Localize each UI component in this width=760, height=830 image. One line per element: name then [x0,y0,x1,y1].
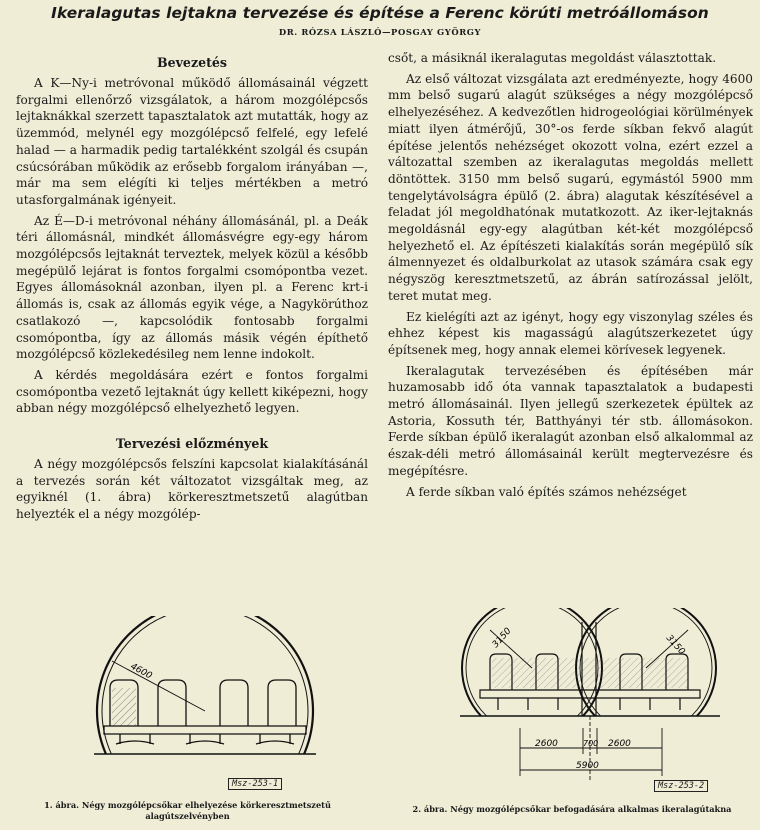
paragraph: Az É—D-i metróvonal néhány állomásánál, pl. a Deák téri állomásnál, mindkét állomásvégre egy-egy három mozgólépcsős lejtaknát terveztek, melyek közül a később megépülő lejárat is fontos forgalmi csomópontba vezet. Egyes állomásoknál azonban, ilyen pl. a Ferenc krt-i állomás is, csak az állomás egyik vége, a Nagykörúthoz csatlakozó —, kapcsolódik fontosabb forgalmi csomópontba, így az állomás másik végén építhető mozgólépcső közlekedésileg nem lenne indokolt. [16,213,368,362]
figure-2-drawing [440,608,740,798]
figure-2-dim-total: 5900 [576,761,599,771]
paragraph: A K—Ny-i metróvonal működő állomásainál végzett forgalmi ellenőrző vizsgálatok, a három mozgólépcsős lejtaknákkal szerzett tapasztalatok azt mutatták, hogy az üzemmód, melynél egy mozgólépcső felfelé, egy lefelé halad — a harmadik pedig tartalékként szolgál és csupán csúcsórában működik az erősebb forgalom irányában —, már ma sem elégíti ki teljes mértékben a metró utasforgalmának igényeit. [16,76,368,207]
figure-2-dim-mid: 700 [583,739,599,748]
figure-1 [60,616,350,796]
paragraph: Az első változat vizsgálata azt eredményezte, hogy 4600 mm belső sugarú alagút szükséges a négy mozgólépcső elhelyezéséhez. A kedvezőtlen hidrogeológiai körülmények miatt ilyen átmérőjű, 30°-os ferde síkban fekvő alagút építése jelentős nehézséget okozott volna, ezért ezzel a változattal szemben az ikeralagutas megoldás mellett döntöttek. 3150 mm belső sugarú, egymástól 5900 mm tengelytávolságra épülő (2. ábra) alagutak készítésével a feladat jól megoldhatónak mutatkozott. Az iker-lejtaknás megoldásnál egy-egy alagútban két-két mozgólépcső helyezhető el. Az építészeti kialakítás során megépülő sík álmennyezet és oldalburkolat az utasok számára csak egy négyszög keresztmetszetű, az ábrán satírozással jelölt, teret mutat meg. [388,71,753,303]
figure-2-caption: 2. ábra. Négy mozgólépcsőkar befogadására alkalmas ikeralagútakna [412,804,732,814]
figure-1-code: Msz-253-1 [228,778,282,790]
heading-prior: Tervezési előzmények [115,436,269,452]
figure-1-caption: 1. ábra. Négy mozgólépcsőkar elhelyezése körkeresztmetszetű alagútszelvényben [44,800,331,821]
figure-2-dim-left: 2600 [535,739,558,749]
paragraph: A kérdés megoldására ezért e fontos forgalmi csomópontba vezető lejtaknát úgy kellett kiképezni, hogy abban négy mozgólépcső elhelyezhető legyen. [16,367,368,416]
figure-2-code: Msz-253-2 [654,780,708,792]
figure-2-dim-right: 2600 [608,739,631,749]
paragraph: A négy mozgólépcsős felszíni kapcsolat kialakításánál a tervezés során két változatot vizsgáltak meg, az egyiknél (1. ábra) körkeresztmetszetű alagútban helyezték el a négy mozgólép- [16,457,368,522]
figure-2-radius-right: 3150 [663,633,687,658]
left-column [16,50,368,523]
paragraph: Ez kielégíti azt az igényt, hogy egy viszonylag széles és ehhez képest kis magasságú alagútszerkezetet úgy építsenek meg, hogy annak elemei körívesek legyenek. [388,309,753,357]
paragraph: Ikeralagutak tervezésében és építésében már huzamosabb idő óta vannak tapasztalatok a budapesti metró állomásainál. Ilyen jellegű szerkezetek épültek az Astoria, Kossuth tér, Batthyányi tér stb. állomásokon. Ferde síkban épülő ikeralagút azonban első alkalommal az észak-déli metró állomásainál került megtervezésre és megépítésre. [388,363,753,478]
escalators [104,680,306,744]
paragraph: A ferde síkban való építés számos nehézséget [406,484,687,499]
article-title: Ikeralagutas lejtakna tervezése és építése a Ferenc körúti metróállomáson [51,4,709,22]
figure-1-dimension: 4600 [128,661,154,682]
paragraph: csőt, a másiknál ikeralagutas megoldást választottak. [388,51,717,65]
right-column [388,50,753,500]
figure-1-drawing [60,616,350,796]
article-authors: DR. RÓZSA LÁSZLÓ—POSGAY GYÖRGY [278,27,482,37]
figure-2-radius-left: 3150 [490,626,514,651]
heading-intro: Bevezetés [156,55,228,70]
dimension-lines [520,716,662,782]
figure-2 [440,608,740,798]
